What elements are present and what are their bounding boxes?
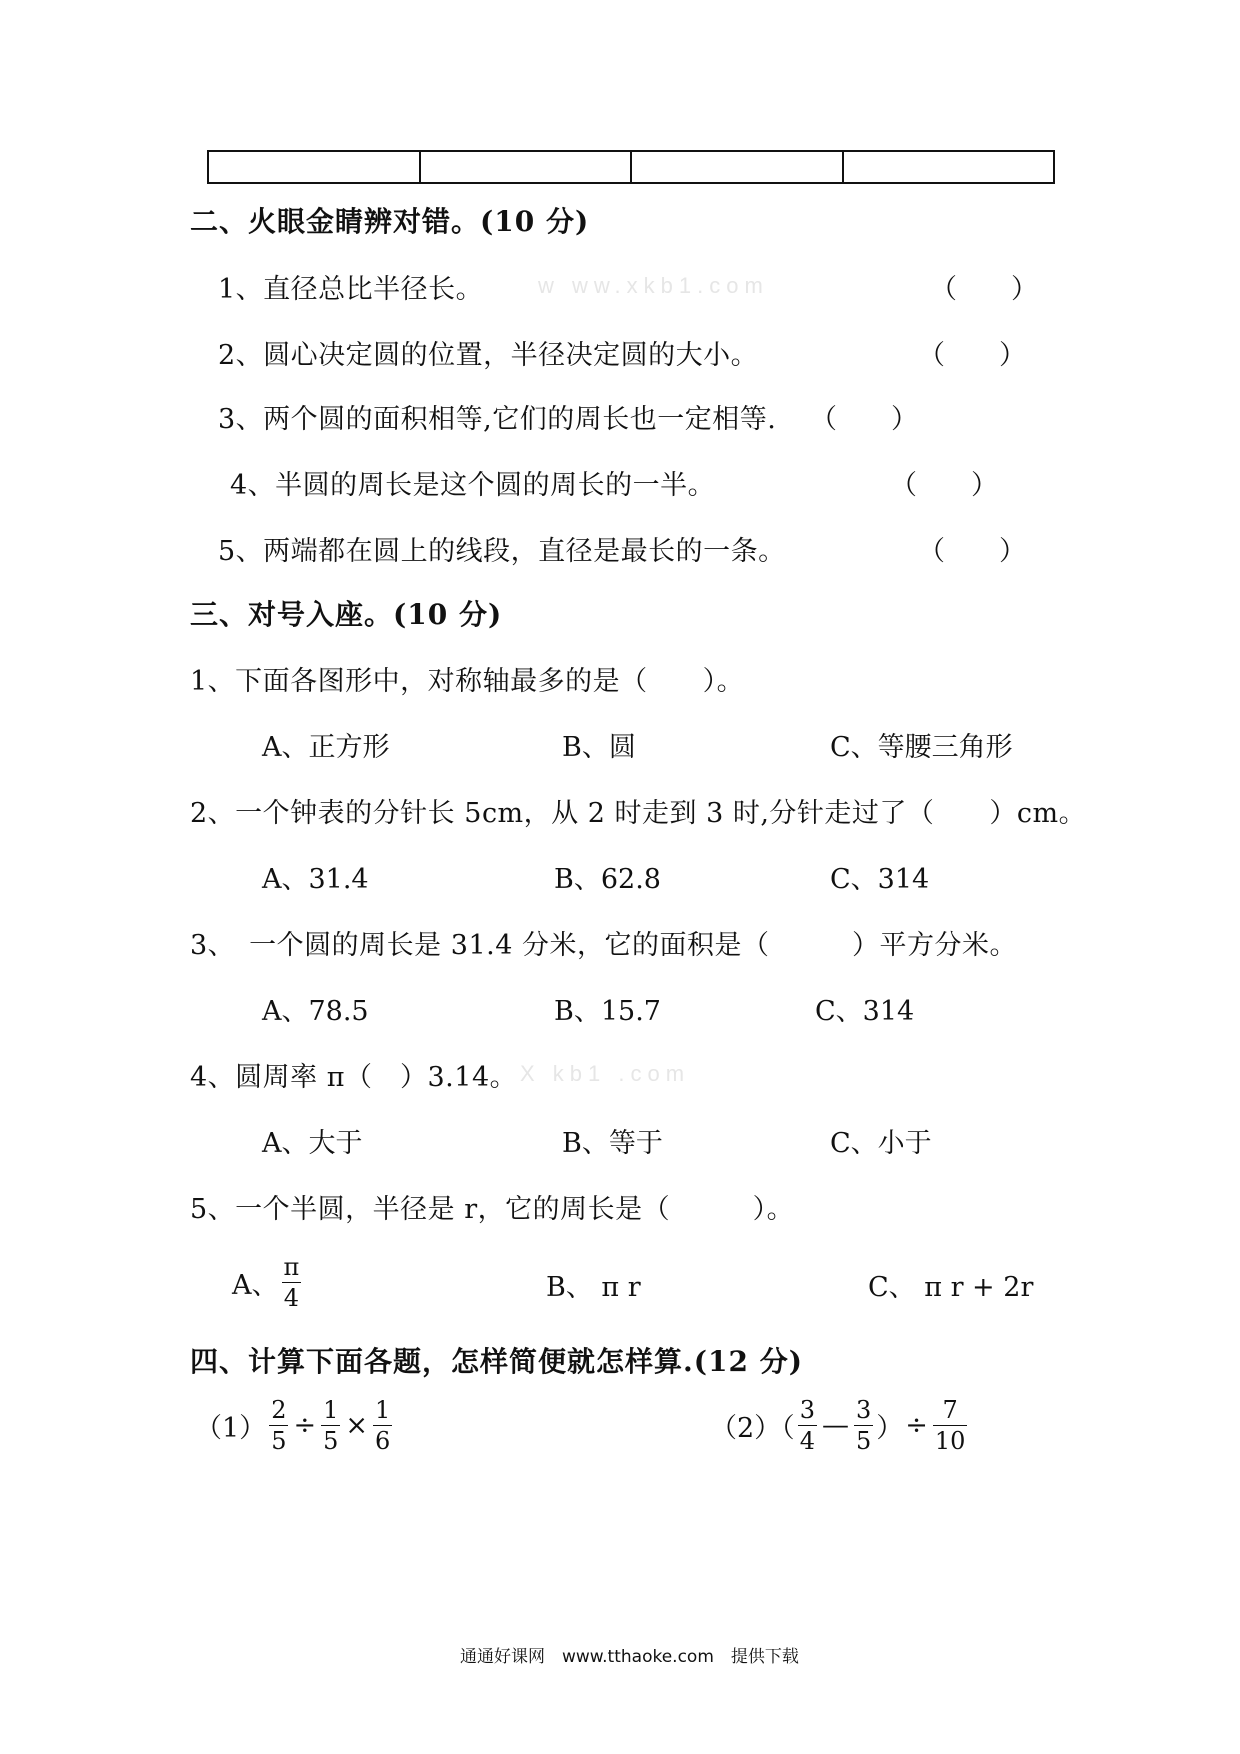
answer-blank-3[interactable]: （ ） — [810, 404, 918, 435]
choice-question-1: 1、下面各图形中，对称轴最多的是（ ）。 — [190, 666, 745, 697]
option-a[interactable] — [232, 1255, 304, 1310]
watermark: w ww.xkb1.com — [538, 273, 769, 298]
option-a-label: A、 — [232, 1270, 279, 1301]
multiply-sign: × — [345, 1410, 368, 1441]
option-a[interactable]: A、正方形 — [262, 732, 390, 763]
choice-question-5: 5、一个半圆，半径是 r，它的周长是（ ）。 — [190, 1194, 795, 1225]
judge-item-4: 4、半圆的周长是这个圆的周长的一半。 — [230, 470, 716, 501]
section-3-title: 三、对号入座。(10 分) — [190, 598, 503, 631]
fraction: $\frac{1}{5}$ — [323, 1396, 339, 1455]
calc-problem-2 — [710, 1398, 970, 1453]
judge-item-3: 3、两个圆的面积相等,它们的周长也一定相等. — [218, 404, 777, 435]
option-c[interactable]: C、 π r + 2r — [868, 1272, 1034, 1303]
option-c[interactable]: C、314 — [815, 996, 915, 1027]
option-c[interactable]: C、等腰三角形 — [830, 732, 1013, 763]
fraction: $\frac{3}{5}$ — [855, 1396, 872, 1455]
judge-item-1: 1、直径总比半径长。 — [218, 274, 484, 305]
fraction: $\frac{7}{10}$ — [934, 1396, 966, 1455]
answer-blank-5[interactable]: （ ） — [918, 536, 1026, 567]
score-table-cell — [209, 152, 421, 182]
fraction: $\frac{2}{5}$ — [271, 1396, 287, 1455]
fraction-pi-over-4: $\frac{\pi}{4}$ — [283, 1253, 300, 1312]
divide-sign: ÷ — [293, 1410, 317, 1441]
option-b[interactable]: B、等于 — [562, 1128, 663, 1159]
score-table-cell — [632, 152, 844, 182]
fraction: $\frac{3}{4}$ — [799, 1396, 815, 1455]
option-c[interactable]: C、小于 — [830, 1128, 932, 1159]
option-b[interactable]: B、62.8 — [554, 864, 661, 895]
minus-sign: — — [821, 1410, 849, 1441]
option-b[interactable]: B、圆 — [562, 732, 636, 763]
option-b[interactable]: B、15.7 — [554, 996, 661, 1027]
option-a[interactable]: A、78.5 — [262, 996, 369, 1027]
problem-label: （2）（ — [710, 1413, 795, 1444]
divide-sign: ÷ — [905, 1410, 928, 1441]
judge-item-2: 2、圆心决定圆的位置，半径决定圆的大小。 — [218, 340, 759, 371]
choice-question-4: 4、圆周率 π（ ）3.14。 — [190, 1062, 518, 1093]
watermark: X kb1 .com — [520, 1061, 691, 1086]
judge-item-5: 5、两端都在圆上的线段，直径是最长的一条。 — [218, 536, 786, 567]
option-a[interactable]: A、大于 — [262, 1128, 363, 1159]
option-c[interactable]: C、314 — [830, 864, 930, 895]
choice-question-2: 2、一个钟表的分针长 5cm，从 2 时走到 3 时,分针走过了（ ）cm。 — [190, 798, 1087, 829]
score-table-cell — [421, 152, 633, 182]
answer-blank-4[interactable]: （ ） — [890, 470, 998, 501]
footer-source: 通通好课网 www.tthaoke.com 提供下载 — [460, 1647, 799, 1667]
section-2-title: 二、火眼金睛辨对错。(10 分) — [190, 205, 590, 238]
problem-label: （1） — [195, 1413, 267, 1444]
choice-question-3: 3、 一个圆的周长是 31.4 分米，它的面积是（ ）平方分米。 — [190, 930, 1017, 961]
fraction: $\frac{1}{6}$ — [375, 1396, 391, 1455]
score-table — [207, 150, 1055, 184]
close-paren: ） — [876, 1413, 904, 1444]
option-b[interactable]: B、 π r — [546, 1272, 641, 1303]
answer-blank-2[interactable]: （ ） — [918, 340, 1026, 371]
calc-problem-1 — [195, 1398, 395, 1453]
option-a[interactable]: A、31.4 — [262, 864, 369, 895]
answer-blank-1[interactable]: （ ） — [930, 274, 1038, 305]
score-table-cell — [844, 152, 1054, 182]
section-4-title: 四、计算下面各题，怎样简便就怎样算.(12 分) — [190, 1345, 803, 1378]
